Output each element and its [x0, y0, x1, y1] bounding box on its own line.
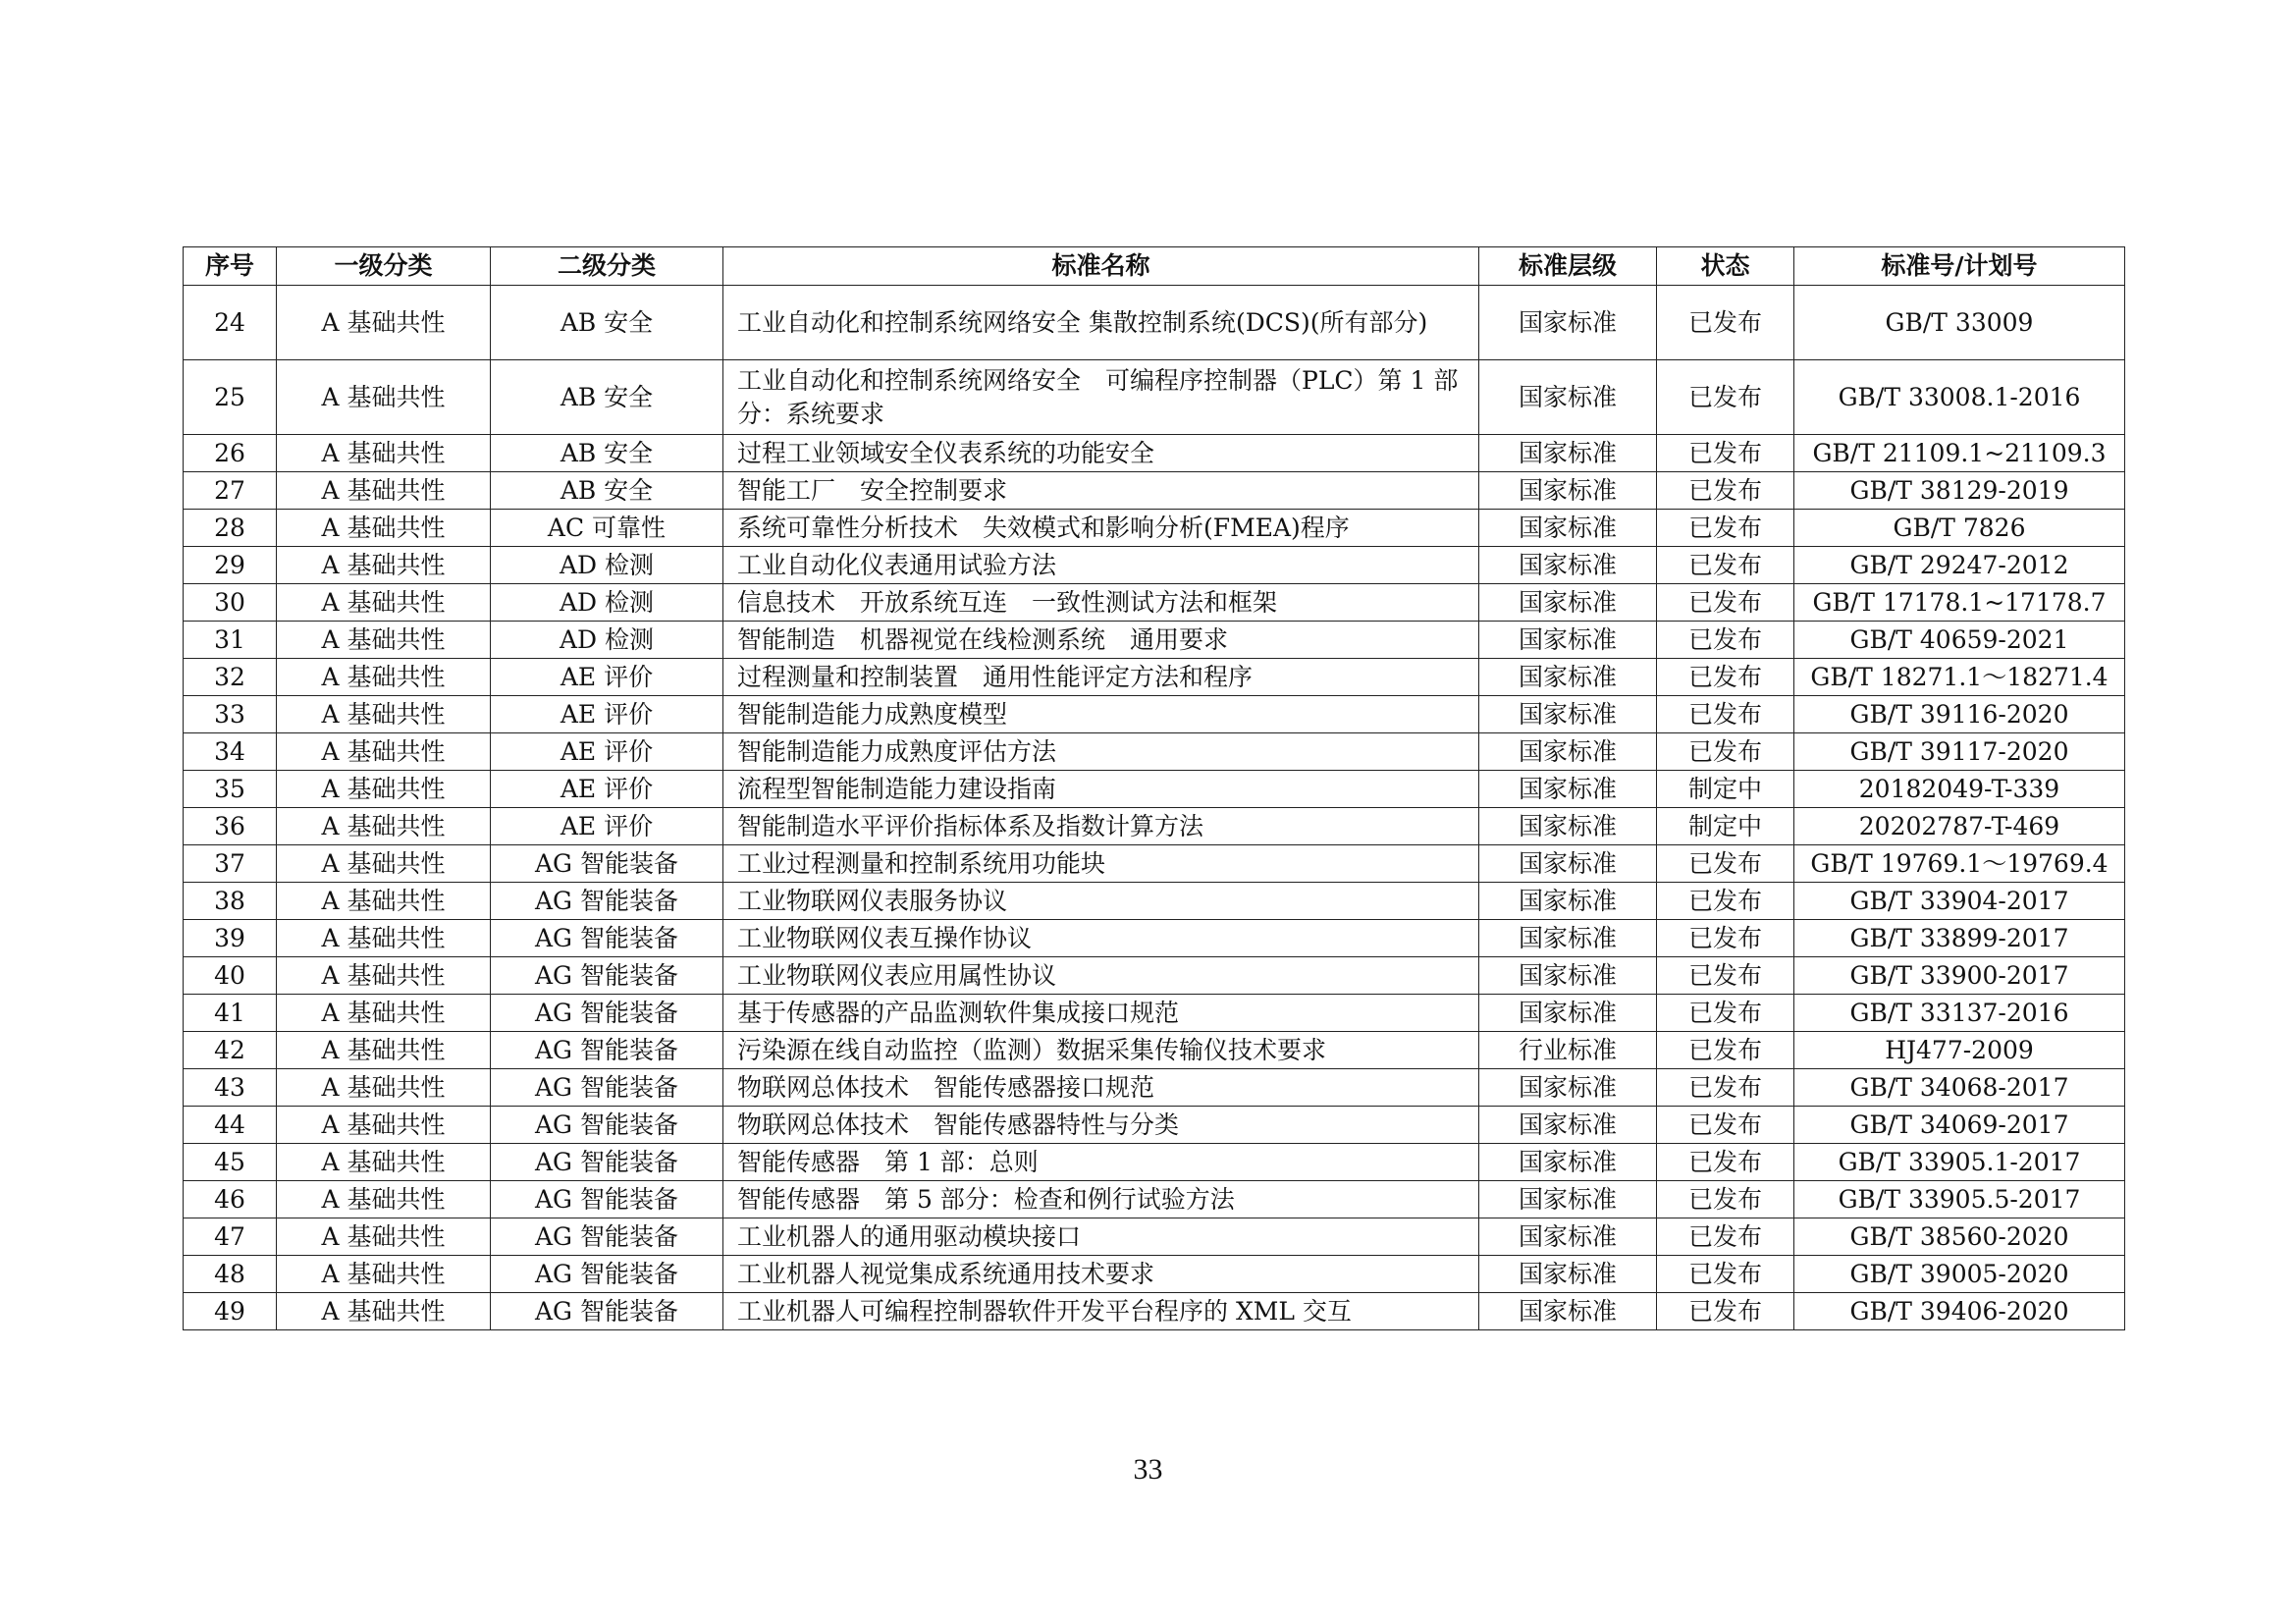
standard-level-cell: 国家标准 — [1479, 808, 1657, 845]
status-cell: 已发布 — [1657, 286, 1794, 360]
standard-name-cell: 工业自动化和控制系统网络安全 集散控制系统(DCS)(所有部分) — [723, 286, 1479, 360]
standard-number-cell: GB/T 39406-2020 — [1794, 1293, 2125, 1330]
serial-cell: 35 — [184, 771, 277, 808]
col-secondary-category-header: 二级分类 — [491, 247, 723, 286]
status-cell: 已发布 — [1657, 1256, 1794, 1293]
standard-name-cell: 流程型智能制造能力建设指南 — [723, 771, 1479, 808]
standard-number-cell: GB/T 17178.1~17178.7 — [1794, 584, 2125, 622]
serial-cell: 48 — [184, 1256, 277, 1293]
table-row — [184, 1293, 2125, 1330]
page-number: 33 — [1133, 1453, 1163, 1486]
secondary-category-cell: AB 安全 — [491, 435, 723, 472]
status-cell: 已发布 — [1657, 547, 1794, 584]
table-header — [184, 247, 2125, 286]
status-cell: 制定中 — [1657, 771, 1794, 808]
standard-number-cell: GB/T 38129-2019 — [1794, 472, 2125, 510]
standard-level-cell: 国家标准 — [1479, 1069, 1657, 1107]
primary-category-cell: A 基础共性 — [277, 659, 491, 696]
serial-cell: 29 — [184, 547, 277, 584]
primary-category-cell: A 基础共性 — [277, 1181, 491, 1218]
status-cell: 已发布 — [1657, 1107, 1794, 1144]
primary-category-cell: A 基础共性 — [277, 510, 491, 547]
col-primary-category-header: 一级分类 — [277, 247, 491, 286]
standard-level-cell: 行业标准 — [1479, 1032, 1657, 1069]
table-row — [184, 435, 2125, 472]
standard-name-cell: 污染源在线自动监控（监测）数据采集传输仪技术要求 — [723, 1032, 1479, 1069]
table-row — [184, 733, 2125, 771]
primary-category-cell: A 基础共性 — [277, 584, 491, 622]
primary-category-cell: A 基础共性 — [277, 1256, 491, 1293]
standard-level-cell: 国家标准 — [1479, 472, 1657, 510]
primary-category-cell: A 基础共性 — [277, 1293, 491, 1330]
standard-number-cell: GB/T 39116-2020 — [1794, 696, 2125, 733]
status-cell: 已发布 — [1657, 659, 1794, 696]
primary-category-cell: A 基础共性 — [277, 883, 491, 920]
primary-category-cell: A 基础共性 — [277, 957, 491, 995]
standard-number-cell: HJ477-2009 — [1794, 1032, 2125, 1069]
primary-category-cell: A 基础共性 — [277, 286, 491, 360]
standard-level-cell: 国家标准 — [1479, 547, 1657, 584]
serial-cell: 24 — [184, 286, 277, 360]
standard-level-cell: 国家标准 — [1479, 435, 1657, 472]
secondary-category-cell: AG 智能装备 — [491, 1218, 723, 1256]
table-row — [184, 472, 2125, 510]
standard-level-cell: 国家标准 — [1479, 584, 1657, 622]
standard-name-cell: 智能制造水平评价指标体系及指数计算方法 — [723, 808, 1479, 845]
table-row — [184, 771, 2125, 808]
secondary-category-cell: AG 智能装备 — [491, 995, 723, 1032]
standard-number-cell: GB/T 33008.1-2016 — [1794, 360, 2125, 435]
serial-cell: 36 — [184, 808, 277, 845]
standard-level-cell: 国家标准 — [1479, 1256, 1657, 1293]
table-row — [184, 920, 2125, 957]
standard-name-cell: 工业物联网仪表互操作协议 — [723, 920, 1479, 957]
standard-number-cell: GB/T 38560-2020 — [1794, 1218, 2125, 1256]
primary-category-cell: A 基础共性 — [277, 472, 491, 510]
standard-level-cell: 国家标准 — [1479, 1181, 1657, 1218]
standard-number-cell: GB/T 40659-2021 — [1794, 622, 2125, 659]
status-cell: 已发布 — [1657, 883, 1794, 920]
primary-category-cell: A 基础共性 — [277, 771, 491, 808]
table-row — [184, 286, 2125, 360]
standard-name-cell: 基于传感器的产品监测软件集成接口规范 — [723, 995, 1479, 1032]
secondary-category-cell: AE 评价 — [491, 733, 723, 771]
serial-cell: 41 — [184, 995, 277, 1032]
table-row — [184, 510, 2125, 547]
status-cell: 已发布 — [1657, 584, 1794, 622]
standard-level-cell: 国家标准 — [1479, 845, 1657, 883]
primary-category-cell: A 基础共性 — [277, 1107, 491, 1144]
table-row — [184, 622, 2125, 659]
standard-level-cell: 国家标准 — [1479, 286, 1657, 360]
status-cell: 已发布 — [1657, 696, 1794, 733]
secondary-category-cell: AE 评价 — [491, 696, 723, 733]
table-row — [184, 1144, 2125, 1181]
standard-number-cell: GB/T 33905.5-2017 — [1794, 1181, 2125, 1218]
table-row — [184, 1256, 2125, 1293]
serial-cell: 44 — [184, 1107, 277, 1144]
standard-level-cell: 国家标准 — [1479, 360, 1657, 435]
standard-name-cell: 物联网总体技术 智能传感器特性与分类 — [723, 1107, 1479, 1144]
table-row — [184, 659, 2125, 696]
primary-category-cell: A 基础共性 — [277, 995, 491, 1032]
serial-cell: 49 — [184, 1293, 277, 1330]
table-row — [184, 1181, 2125, 1218]
primary-category-cell: A 基础共性 — [277, 1144, 491, 1181]
primary-category-cell: A 基础共性 — [277, 1218, 491, 1256]
standard-level-cell: 国家标准 — [1479, 1107, 1657, 1144]
standard-name-cell: 工业过程测量和控制系统用功能块 — [723, 845, 1479, 883]
status-cell: 已发布 — [1657, 622, 1794, 659]
serial-cell: 46 — [184, 1181, 277, 1218]
secondary-category-cell: AG 智能装备 — [491, 845, 723, 883]
standard-level-cell: 国家标准 — [1479, 733, 1657, 771]
serial-cell: 30 — [184, 584, 277, 622]
status-cell: 已发布 — [1657, 1293, 1794, 1330]
col-standard-level-header: 标准层级 — [1479, 247, 1657, 286]
serial-cell: 27 — [184, 472, 277, 510]
secondary-category-cell: AB 安全 — [491, 472, 723, 510]
standard-number-cell: GB/T 18271.1～18271.4 — [1794, 659, 2125, 696]
primary-category-cell: A 基础共性 — [277, 845, 491, 883]
standard-number-cell: GB/T 7826 — [1794, 510, 2125, 547]
header-row — [184, 247, 2125, 286]
serial-cell: 34 — [184, 733, 277, 771]
standard-name-cell: 工业机器人可编程控制器软件开发平台程序的 XML 交互 — [723, 1293, 1479, 1330]
table-row — [184, 1032, 2125, 1069]
serial-cell: 32 — [184, 659, 277, 696]
standard-number-cell: 20182049-T-339 — [1794, 771, 2125, 808]
standard-name-cell: 智能制造能力成熟度评估方法 — [723, 733, 1479, 771]
standard-level-cell: 国家标准 — [1479, 1293, 1657, 1330]
secondary-category-cell: AG 智能装备 — [491, 1181, 723, 1218]
status-cell: 已发布 — [1657, 1144, 1794, 1181]
table-row — [184, 1107, 2125, 1144]
table-row — [184, 1069, 2125, 1107]
standard-level-cell: 国家标准 — [1479, 1218, 1657, 1256]
table-row — [184, 1218, 2125, 1256]
standard-name-cell: 智能工厂 安全控制要求 — [723, 472, 1479, 510]
standard-number-cell: GB/T 33904-2017 — [1794, 883, 2125, 920]
secondary-category-cell: AC 可靠性 — [491, 510, 723, 547]
serial-cell: 47 — [184, 1218, 277, 1256]
standard-number-cell: GB/T 19769.1～19769.4 — [1794, 845, 2125, 883]
status-cell: 已发布 — [1657, 435, 1794, 472]
standard-name-cell: 工业机器人视觉集成系统通用技术要求 — [723, 1256, 1479, 1293]
standard-level-cell: 国家标准 — [1479, 1144, 1657, 1181]
primary-category-cell: A 基础共性 — [277, 733, 491, 771]
status-cell: 已发布 — [1657, 1218, 1794, 1256]
standard-level-cell: 国家标准 — [1479, 622, 1657, 659]
table-row — [184, 584, 2125, 622]
secondary-category-cell: AB 安全 — [491, 360, 723, 435]
status-cell: 已发布 — [1657, 360, 1794, 435]
table-row — [184, 883, 2125, 920]
standard-number-cell: GB/T 39005-2020 — [1794, 1256, 2125, 1293]
status-cell: 已发布 — [1657, 995, 1794, 1032]
primary-category-cell: A 基础共性 — [277, 808, 491, 845]
table-body — [184, 286, 2125, 1330]
standard-name-cell: 工业自动化仪表通用试验方法 — [723, 547, 1479, 584]
standard-level-cell: 国家标准 — [1479, 696, 1657, 733]
standard-level-cell: 国家标准 — [1479, 957, 1657, 995]
primary-category-cell: A 基础共性 — [277, 1032, 491, 1069]
serial-cell: 42 — [184, 1032, 277, 1069]
standard-number-cell: 20202787-T-469 — [1794, 808, 2125, 845]
status-cell: 已发布 — [1657, 920, 1794, 957]
standard-number-cell: GB/T 33009 — [1794, 286, 2125, 360]
primary-category-cell: A 基础共性 — [277, 435, 491, 472]
standard-number-cell: GB/T 21109.1~21109.3 — [1794, 435, 2125, 472]
table-row — [184, 808, 2125, 845]
col-serial-header: 序号 — [184, 247, 277, 286]
standard-name-cell: 系统可靠性分析技术 失效模式和影响分析(FMEA)程序 — [723, 510, 1479, 547]
secondary-category-cell: AG 智能装备 — [491, 1144, 723, 1181]
standard-name-cell: 智能传感器 第 5 部分：检查和例行试验方法 — [723, 1181, 1479, 1218]
status-cell: 已发布 — [1657, 1181, 1794, 1218]
serial-cell: 33 — [184, 696, 277, 733]
serial-cell: 45 — [184, 1144, 277, 1181]
secondary-category-cell: AE 评价 — [491, 659, 723, 696]
primary-category-cell: A 基础共性 — [277, 1069, 491, 1107]
standard-name-cell: 工业机器人的通用驱动模块接口 — [723, 1218, 1479, 1256]
standard-name-cell: 智能制造 机器视觉在线检测系统 通用要求 — [723, 622, 1479, 659]
serial-cell: 39 — [184, 920, 277, 957]
standard-level-cell: 国家标准 — [1479, 920, 1657, 957]
secondary-category-cell: AG 智能装备 — [491, 1069, 723, 1107]
serial-cell: 26 — [184, 435, 277, 472]
secondary-category-cell: AE 评价 — [491, 771, 723, 808]
serial-cell: 31 — [184, 622, 277, 659]
table-row — [184, 696, 2125, 733]
secondary-category-cell: AG 智能装备 — [491, 883, 723, 920]
standard-name-cell: 工业物联网仪表应用属性协议 — [723, 957, 1479, 995]
standard-number-cell: GB/T 29247-2012 — [1794, 547, 2125, 584]
secondary-category-cell: AB 安全 — [491, 286, 723, 360]
standard-number-cell: GB/T 33900-2017 — [1794, 957, 2125, 995]
standard-name-cell: 物联网总体技术 智能传感器接口规范 — [723, 1069, 1479, 1107]
secondary-category-cell: AG 智能装备 — [491, 1107, 723, 1144]
primary-category-cell: A 基础共性 — [277, 696, 491, 733]
secondary-category-cell: AG 智能装备 — [491, 957, 723, 995]
serial-cell: 38 — [184, 883, 277, 920]
status-cell: 已发布 — [1657, 472, 1794, 510]
standard-name-cell: 工业物联网仪表服务协议 — [723, 883, 1479, 920]
secondary-category-cell: AD 检测 — [491, 547, 723, 584]
table-row — [184, 995, 2125, 1032]
standard-name-cell: 信息技术 开放系统互连 一致性测试方法和框架 — [723, 584, 1479, 622]
table-row — [184, 957, 2125, 995]
standard-name-cell: 智能制造能力成熟度模型 — [723, 696, 1479, 733]
status-cell: 已发布 — [1657, 957, 1794, 995]
status-cell: 已发布 — [1657, 845, 1794, 883]
secondary-category-cell: AD 检测 — [491, 622, 723, 659]
primary-category-cell: A 基础共性 — [277, 360, 491, 435]
serial-cell: 43 — [184, 1069, 277, 1107]
serial-cell: 25 — [184, 360, 277, 435]
col-status-header: 状态 — [1657, 247, 1794, 286]
standard-number-cell: GB/T 33137-2016 — [1794, 995, 2125, 1032]
secondary-category-cell: AD 检测 — [491, 584, 723, 622]
status-cell: 已发布 — [1657, 1032, 1794, 1069]
standard-level-cell: 国家标准 — [1479, 883, 1657, 920]
standards-table — [183, 246, 2125, 1330]
primary-category-cell: A 基础共性 — [277, 547, 491, 584]
secondary-category-cell: AE 评价 — [491, 808, 723, 845]
standard-level-cell: 国家标准 — [1479, 659, 1657, 696]
status-cell: 已发布 — [1657, 1069, 1794, 1107]
standard-name-cell: 工业自动化和控制系统网络安全 可编程序控制器（PLC）第 1 部分：系统要求 — [723, 360, 1479, 435]
standard-number-cell: GB/T 34068-2017 — [1794, 1069, 2125, 1107]
table-row — [184, 547, 2125, 584]
standard-level-cell: 国家标准 — [1479, 771, 1657, 808]
serial-cell: 37 — [184, 845, 277, 883]
primary-category-cell: A 基础共性 — [277, 622, 491, 659]
standard-name-cell: 过程测量和控制装置 通用性能评定方法和程序 — [723, 659, 1479, 696]
status-cell: 已发布 — [1657, 510, 1794, 547]
standard-name-cell: 智能传感器 第 1 部：总则 — [723, 1144, 1479, 1181]
status-cell: 已发布 — [1657, 733, 1794, 771]
secondary-category-cell: AG 智能装备 — [491, 1256, 723, 1293]
serial-cell: 28 — [184, 510, 277, 547]
col-standard-number-header: 标准号/计划号 — [1794, 247, 2125, 286]
secondary-category-cell: AG 智能装备 — [491, 1293, 723, 1330]
standard-level-cell: 国家标准 — [1479, 995, 1657, 1032]
standard-number-cell: GB/T 33905.1-2017 — [1794, 1144, 2125, 1181]
standard-number-cell: GB/T 34069-2017 — [1794, 1107, 2125, 1144]
standard-level-cell: 国家标准 — [1479, 510, 1657, 547]
primary-category-cell: A 基础共性 — [277, 920, 491, 957]
standard-number-cell: GB/T 33899-2017 — [1794, 920, 2125, 957]
secondary-category-cell: AG 智能装备 — [491, 1032, 723, 1069]
standard-name-cell: 过程工业领域安全仪表系统的功能安全 — [723, 435, 1479, 472]
status-cell: 制定中 — [1657, 808, 1794, 845]
table-row — [184, 360, 2125, 435]
serial-cell: 40 — [184, 957, 277, 995]
table-row — [184, 845, 2125, 883]
secondary-category-cell: AG 智能装备 — [491, 920, 723, 957]
standard-number-cell: GB/T 39117-2020 — [1794, 733, 2125, 771]
col-standard-name-header: 标准名称 — [723, 247, 1479, 286]
